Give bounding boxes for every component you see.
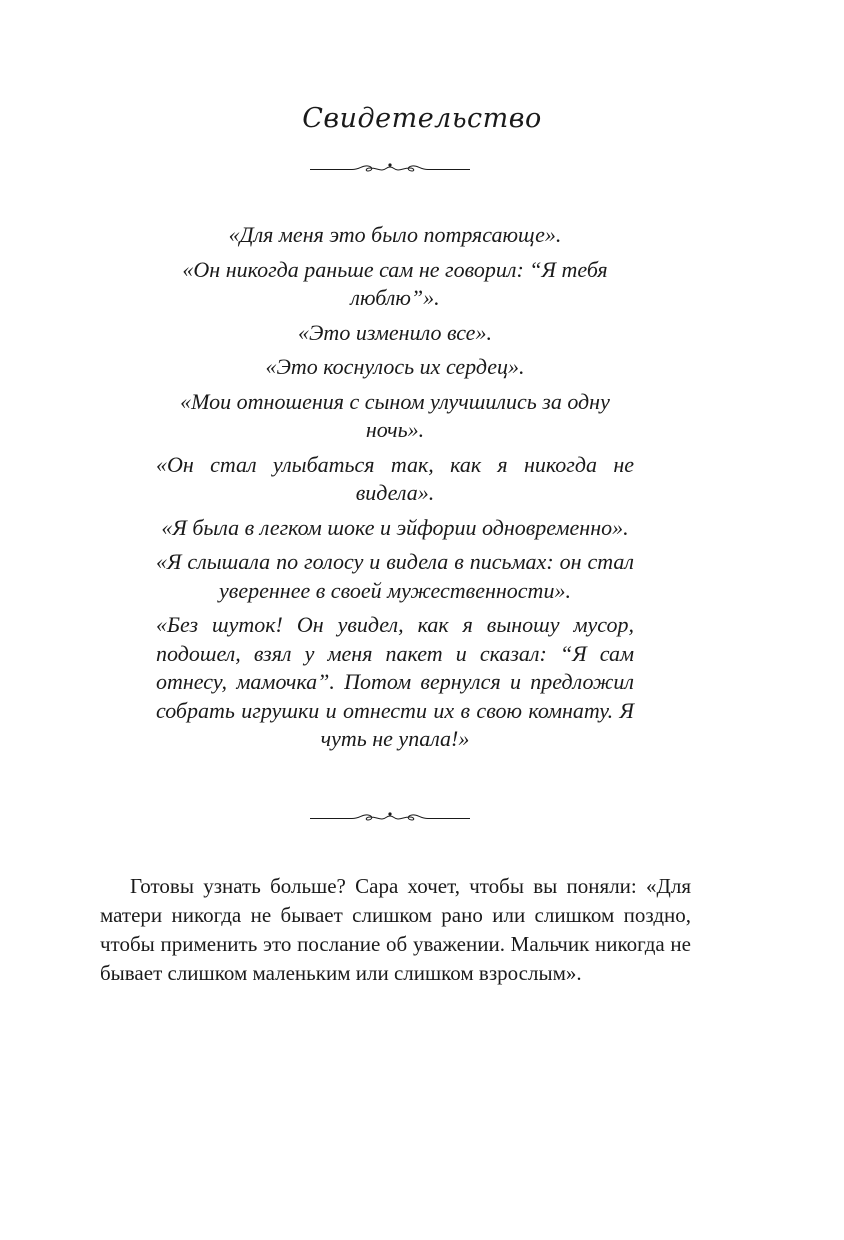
testimonial-quote: «Для меня это было потрясающе». bbox=[228, 222, 562, 247]
page-title: Свидетельство bbox=[302, 103, 542, 134]
testimonial-quote: «Он никогда раньше сам не говорил: “Я тебя люблю”». bbox=[182, 256, 608, 310]
testimonial-quote: «Это изменило все». bbox=[298, 319, 492, 345]
testimonial-quote: «Я слышала по голосу и видела в письмах: он стал увереннее в своей мужественности». bbox=[156, 549, 634, 603]
body-paragraph: Готовы узнать больше? Сара хочет, чтобы вы поняли: «Для матери никогда не бывает слишком рано или слишком поздно, чтобы применить это послание об уважении. Мальчик никогда не бывает слишком маленьким или слишком взрослым». bbox=[100, 874, 691, 985]
testimonial-quote: «Без шуток! Он увидел, как я выношу мусор, подошел, взял у меня пакет и сказал: “Я сам отнесу, мамочка”. Потом вернулся и предложил собрать игрушки и отнести их в свою комнату. Я чуть не упала!» bbox=[156, 612, 634, 751]
testimonial-quote: «Мои отношения с сыном улучшились за одну ночь». bbox=[180, 388, 610, 442]
ornament-flourish-icon bbox=[310, 809, 470, 825]
testimonial-quote: «Это коснулось их сердец». bbox=[265, 354, 525, 379]
testimonials-list bbox=[156, 221, 634, 760]
testimonial-quote: «Он стал улыбаться так, как я никогда не видела». bbox=[156, 451, 634, 505]
ornament-flourish-icon bbox=[310, 160, 470, 176]
testimonial-quote: «Я была в легком шоке и эйфории одновременно». bbox=[161, 514, 629, 540]
